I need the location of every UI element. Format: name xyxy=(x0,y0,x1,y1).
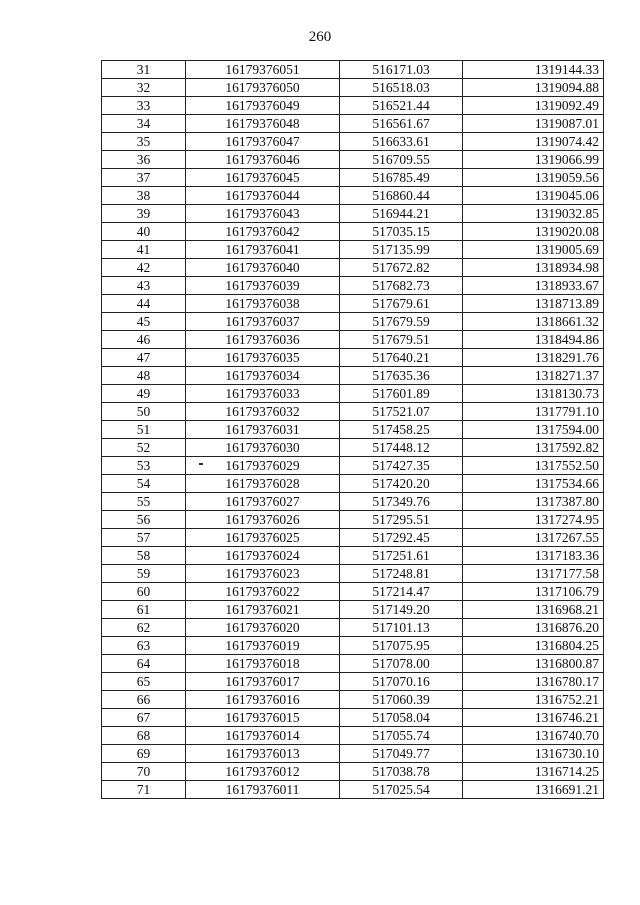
x-coordinate-cell: 517679.59 xyxy=(340,313,463,331)
point-id-cell: 16179376026 xyxy=(186,511,340,529)
y-coordinate-cell: 1319144.33 xyxy=(463,61,604,79)
x-coordinate-cell: 517060.39 xyxy=(340,691,463,709)
table-row xyxy=(102,133,604,151)
y-coordinate-cell: 1316691.21 xyxy=(463,781,604,799)
table-row xyxy=(102,673,604,691)
x-coordinate-cell: 517448.12 xyxy=(340,439,463,457)
row-number-cell: 43 xyxy=(102,277,186,295)
row-number-cell: 60 xyxy=(102,583,186,601)
row-number-cell: 66 xyxy=(102,691,186,709)
row-number-cell: 46 xyxy=(102,331,186,349)
point-id-cell: 16179376025 xyxy=(186,529,340,547)
point-id-cell: 16179376029 xyxy=(186,457,340,475)
x-coordinate-cell: 517682.73 xyxy=(340,277,463,295)
point-id-cell: 16179376044 xyxy=(186,187,340,205)
row-number-cell: 40 xyxy=(102,223,186,241)
point-id-cell: 16179376037 xyxy=(186,313,340,331)
x-coordinate-cell: 517135.99 xyxy=(340,241,463,259)
table-row xyxy=(102,367,604,385)
table-row xyxy=(102,241,604,259)
point-id-cell: 16179376024 xyxy=(186,547,340,565)
point-id-cell: 16179376028 xyxy=(186,475,340,493)
x-coordinate-cell: 516860.44 xyxy=(340,187,463,205)
y-coordinate-cell: 1317274.95 xyxy=(463,511,604,529)
x-coordinate-cell: 516518.03 xyxy=(340,79,463,97)
x-coordinate-cell: 516709.55 xyxy=(340,151,463,169)
y-coordinate-cell: 1318130.73 xyxy=(463,385,604,403)
table-row xyxy=(102,439,604,457)
row-number-cell: 42 xyxy=(102,259,186,277)
coordinates-table-body xyxy=(102,61,604,799)
point-id-cell: 16179376041 xyxy=(186,241,340,259)
row-number-cell: 49 xyxy=(102,385,186,403)
x-coordinate-cell: 517295.51 xyxy=(340,511,463,529)
point-id-cell: 16179376048 xyxy=(186,115,340,133)
point-id-cell: 16179376035 xyxy=(186,349,340,367)
table-row xyxy=(102,529,604,547)
row-number-cell: 36 xyxy=(102,151,186,169)
x-coordinate-cell: 517055.74 xyxy=(340,727,463,745)
page-number: 260 xyxy=(308,29,332,45)
point-id-cell: 16179376034 xyxy=(186,367,340,385)
row-number-cell: 34 xyxy=(102,115,186,133)
row-number-cell: 55 xyxy=(102,493,186,511)
point-id-cell: 16179376032 xyxy=(186,403,340,421)
x-coordinate-cell: 516171.03 xyxy=(340,61,463,79)
table-row xyxy=(102,691,604,709)
table-row xyxy=(102,457,604,475)
table-row xyxy=(102,313,604,331)
x-coordinate-cell: 517640.21 xyxy=(340,349,463,367)
point-id-cell: 16179376018 xyxy=(186,655,340,673)
y-coordinate-cell: 1319074.42 xyxy=(463,133,604,151)
x-coordinate-cell: 517101.13 xyxy=(340,619,463,637)
row-number-cell: 37 xyxy=(102,169,186,187)
x-coordinate-cell: 516561.67 xyxy=(340,115,463,133)
table-row xyxy=(102,295,604,313)
row-number-cell: 53 xyxy=(102,457,186,475)
point-id-cell: 16179376022 xyxy=(186,583,340,601)
point-id-cell: 16179376050 xyxy=(186,79,340,97)
y-coordinate-cell: 1316730.10 xyxy=(463,745,604,763)
x-coordinate-cell: 517427.35 xyxy=(340,457,463,475)
y-coordinate-cell: 1319094.88 xyxy=(463,79,604,97)
point-id-cell: 16179376012 xyxy=(186,763,340,781)
x-coordinate-cell: 517292.45 xyxy=(340,529,463,547)
x-coordinate-cell: 516521.44 xyxy=(340,97,463,115)
table-row xyxy=(102,511,604,529)
row-number-cell: 67 xyxy=(102,709,186,727)
table-row xyxy=(102,619,604,637)
table-row xyxy=(102,277,604,295)
row-number-cell: 50 xyxy=(102,403,186,421)
y-coordinate-cell: 1316714.25 xyxy=(463,763,604,781)
x-coordinate-cell: 517214.47 xyxy=(340,583,463,601)
y-coordinate-cell: 1317592.82 xyxy=(463,439,604,457)
row-number-cell: 32 xyxy=(102,79,186,97)
point-id-cell: 16179376036 xyxy=(186,331,340,349)
y-coordinate-cell: 1316752.21 xyxy=(463,691,604,709)
row-number-cell: 33 xyxy=(102,97,186,115)
table-row xyxy=(102,583,604,601)
y-coordinate-cell: 1319032.85 xyxy=(463,205,604,223)
point-id-cell: 16179376020 xyxy=(186,619,340,637)
point-id-cell: 16179376040 xyxy=(186,259,340,277)
x-coordinate-cell: 517149.20 xyxy=(340,601,463,619)
point-id-cell: 16179376013 xyxy=(186,745,340,763)
point-id-cell: 16179376046 xyxy=(186,151,340,169)
row-number-cell: 61 xyxy=(102,601,186,619)
table-row xyxy=(102,331,604,349)
x-coordinate-cell: 517601.89 xyxy=(340,385,463,403)
y-coordinate-cell: 1317387.80 xyxy=(463,493,604,511)
y-coordinate-cell: 1318933.67 xyxy=(463,277,604,295)
table-row xyxy=(102,637,604,655)
x-coordinate-cell: 517058.04 xyxy=(340,709,463,727)
x-coordinate-cell: 516785.49 xyxy=(340,169,463,187)
row-number-cell: 59 xyxy=(102,565,186,583)
x-coordinate-cell: 517679.51 xyxy=(340,331,463,349)
table-row xyxy=(102,421,604,439)
y-coordinate-cell: 1317183.36 xyxy=(463,547,604,565)
row-number-cell: 58 xyxy=(102,547,186,565)
y-coordinate-cell: 1316876.20 xyxy=(463,619,604,637)
y-coordinate-cell: 1316800.87 xyxy=(463,655,604,673)
row-number-cell: 54 xyxy=(102,475,186,493)
point-id-cell: 16179376043 xyxy=(186,205,340,223)
x-coordinate-cell: 517349.76 xyxy=(340,493,463,511)
table-row xyxy=(102,727,604,745)
point-id-cell: 16179376016 xyxy=(186,691,340,709)
row-number-cell: 65 xyxy=(102,673,186,691)
point-id-cell: 16179376014 xyxy=(186,727,340,745)
row-number-cell: 35 xyxy=(102,133,186,151)
x-coordinate-cell: 517672.82 xyxy=(340,259,463,277)
y-coordinate-cell: 1317791.10 xyxy=(463,403,604,421)
x-coordinate-cell: 516633.61 xyxy=(340,133,463,151)
table-row xyxy=(102,61,604,79)
y-coordinate-cell: 1319045.06 xyxy=(463,187,604,205)
row-number-cell: 38 xyxy=(102,187,186,205)
y-coordinate-cell: 1318271.37 xyxy=(463,367,604,385)
y-coordinate-cell: 1316746.21 xyxy=(463,709,604,727)
table-row xyxy=(102,655,604,673)
coordinates-table xyxy=(101,60,604,799)
y-coordinate-cell: 1316780.17 xyxy=(463,673,604,691)
x-coordinate-cell: 517038.78 xyxy=(340,763,463,781)
x-coordinate-cell: 517075.95 xyxy=(340,637,463,655)
y-coordinate-cell: 1316968.21 xyxy=(463,601,604,619)
table-row xyxy=(102,79,604,97)
row-number-cell: 70 xyxy=(102,763,186,781)
table-row xyxy=(102,205,604,223)
point-id-cell: 16179376031 xyxy=(186,421,340,439)
x-coordinate-cell: 517078.00 xyxy=(340,655,463,673)
point-id-cell: 16179376011 xyxy=(186,781,340,799)
point-id-cell: 16179376019 xyxy=(186,637,340,655)
x-coordinate-cell: 516944.21 xyxy=(340,205,463,223)
y-coordinate-cell: 1318661.32 xyxy=(463,313,604,331)
point-id-cell: 16179376015 xyxy=(186,709,340,727)
x-coordinate-cell: 517248.81 xyxy=(340,565,463,583)
table-row xyxy=(102,601,604,619)
point-id-cell: 16179376047 xyxy=(186,133,340,151)
x-coordinate-cell: 517251.61 xyxy=(340,547,463,565)
row-number-cell: 56 xyxy=(102,511,186,529)
y-coordinate-cell: 1317594.00 xyxy=(463,421,604,439)
y-coordinate-cell: 1319005.69 xyxy=(463,241,604,259)
y-coordinate-cell: 1317267.55 xyxy=(463,529,604,547)
x-coordinate-cell: 517521.07 xyxy=(340,403,463,421)
point-id-cell: 16179376039 xyxy=(186,277,340,295)
x-coordinate-cell: 517458.25 xyxy=(340,421,463,439)
y-coordinate-cell: 1316740.70 xyxy=(463,727,604,745)
row-number-cell: 44 xyxy=(102,295,186,313)
y-coordinate-cell: 1318934.98 xyxy=(463,259,604,277)
y-coordinate-cell: 1317177.58 xyxy=(463,565,604,583)
y-coordinate-cell: 1317534.66 xyxy=(463,475,604,493)
table-row xyxy=(102,151,604,169)
y-coordinate-cell: 1316804.25 xyxy=(463,637,604,655)
table-row xyxy=(102,745,604,763)
y-coordinate-cell: 1319092.49 xyxy=(463,97,604,115)
point-id-cell: 16179376051 xyxy=(186,61,340,79)
point-id-cell: 16179376030 xyxy=(186,439,340,457)
table-row xyxy=(102,223,604,241)
point-id-cell: 16179376027 xyxy=(186,493,340,511)
y-coordinate-cell: 1319066.99 xyxy=(463,151,604,169)
row-number-cell: 41 xyxy=(102,241,186,259)
table-row xyxy=(102,259,604,277)
point-id-cell: 16179376021 xyxy=(186,601,340,619)
table-row xyxy=(102,169,604,187)
x-coordinate-cell: 517420.20 xyxy=(340,475,463,493)
row-number-cell: 48 xyxy=(102,367,186,385)
y-coordinate-cell: 1319059.56 xyxy=(463,169,604,187)
row-number-cell: 57 xyxy=(102,529,186,547)
point-id-cell: 16179376038 xyxy=(186,295,340,313)
point-id-cell: 16179376033 xyxy=(186,385,340,403)
row-number-cell: 45 xyxy=(102,313,186,331)
row-number-cell: 68 xyxy=(102,727,186,745)
y-coordinate-cell: 1319087.01 xyxy=(463,115,604,133)
row-number-cell: 47 xyxy=(102,349,186,367)
row-number-cell: 31 xyxy=(102,61,186,79)
table-row xyxy=(102,547,604,565)
table-row xyxy=(102,493,604,511)
point-id-cell: 16179376042 xyxy=(186,223,340,241)
point-id-cell: 16179376017 xyxy=(186,673,340,691)
y-coordinate-cell: 1318291.76 xyxy=(463,349,604,367)
x-coordinate-cell: 517635.36 xyxy=(340,367,463,385)
y-coordinate-cell: 1318713.89 xyxy=(463,295,604,313)
row-number-cell: 51 xyxy=(102,421,186,439)
row-number-cell: 64 xyxy=(102,655,186,673)
table-row xyxy=(102,385,604,403)
x-coordinate-cell: 517035.15 xyxy=(340,223,463,241)
y-coordinate-cell: 1319020.08 xyxy=(463,223,604,241)
x-coordinate-cell: 517049.77 xyxy=(340,745,463,763)
row-number-cell: 62 xyxy=(102,619,186,637)
row-number-cell: 69 xyxy=(102,745,186,763)
table-row xyxy=(102,781,604,799)
table-row xyxy=(102,403,604,421)
table-row xyxy=(102,763,604,781)
table-row xyxy=(102,475,604,493)
table-row xyxy=(102,709,604,727)
row-number-cell: 63 xyxy=(102,637,186,655)
point-id-cell: 16179376049 xyxy=(186,97,340,115)
x-coordinate-cell: 517070.16 xyxy=(340,673,463,691)
table-row xyxy=(102,565,604,583)
y-coordinate-cell: 1317106.79 xyxy=(463,583,604,601)
table-row xyxy=(102,97,604,115)
stray-mark xyxy=(199,463,203,465)
table-row xyxy=(102,187,604,205)
point-id-cell: 16179376045 xyxy=(186,169,340,187)
y-coordinate-cell: 1318494.86 xyxy=(463,331,604,349)
table-row xyxy=(102,115,604,133)
x-coordinate-cell: 517025.54 xyxy=(340,781,463,799)
table-row xyxy=(102,349,604,367)
row-number-cell: 39 xyxy=(102,205,186,223)
y-coordinate-cell: 1317552.50 xyxy=(463,457,604,475)
x-coordinate-cell: 517679.61 xyxy=(340,295,463,313)
row-number-cell: 71 xyxy=(102,781,186,799)
row-number-cell: 52 xyxy=(102,439,186,457)
point-id-cell: 16179376023 xyxy=(186,565,340,583)
